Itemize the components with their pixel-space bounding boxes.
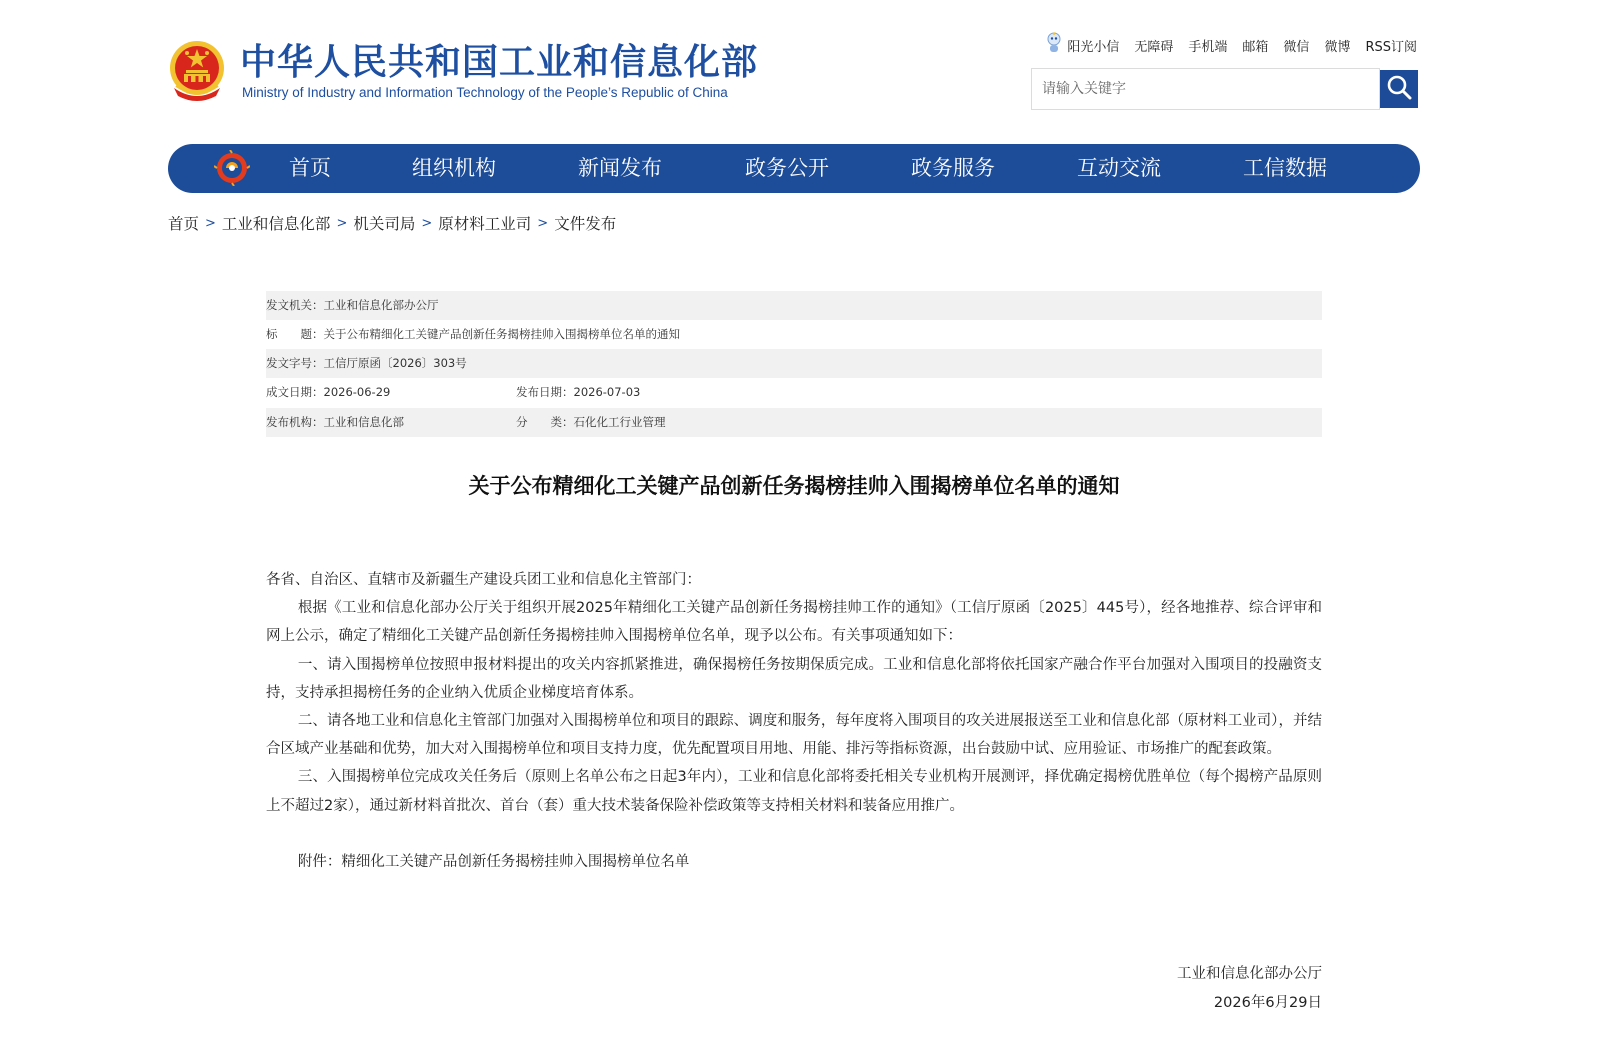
search-icon	[1386, 74, 1412, 104]
nav-gov-affairs[interactable]: 政务公开	[745, 156, 829, 180]
document-title: 关于公布精细化工关键产品创新任务揭榜挂帅入围揭榜单位名单的通知	[468, 474, 1120, 498]
article-signature: 工业和信息化部办公厅	[1177, 966, 1322, 982]
meta-row-title	[266, 320, 1322, 349]
toplink-rss[interactable]: RSS订阅	[1365, 39, 1417, 55]
meta-row-org	[266, 408, 1322, 437]
meta-row-dates	[266, 378, 1322, 407]
meta-label: 发文字号：	[266, 356, 324, 370]
meta-doc-no: 工信厅原函〔2026〕303号	[323, 356, 467, 370]
nav-organization[interactable]: 组织机构	[412, 156, 496, 180]
toplink-accessibility[interactable]: 无障碍	[1134, 39, 1174, 55]
toplink-wechat[interactable]: 微信	[1283, 39, 1310, 55]
search-button[interactable]	[1380, 70, 1418, 108]
meta-label: 分 类：	[516, 415, 574, 429]
breadcrumb-home[interactable]: 首页	[168, 215, 200, 233]
search-input[interactable]	[1032, 69, 1379, 109]
nav-home[interactable]: 首页	[289, 156, 331, 180]
meta-org: 工业和信息化部	[323, 415, 404, 429]
meta-title: 关于公布精细化工关键产品创新任务揭榜挂帅入围揭榜单位名单的通知	[323, 327, 680, 341]
meta-published-date: 2026-07-03	[573, 385, 641, 399]
article-paragraph: 二、请各地工业和信息化主管部门加强对入围揭榜单位和项目的跟踪、调度和服务，每年度将入围项目的攻关进展报送至工业和信息化部（原材料工业司），并结合区域产业基础和优势，加大对入围揭榜单位和项目支持力度，优先配置项目用地、用能、排污等指标资源，出台鼓励中试、应用验证、市场推广的配套政策。	[266, 713, 1322, 758]
mascot-icon	[1045, 32, 1063, 58]
article-paragraph: 一、请入围揭榜单位按照申报材料提出的攻关内容抓紧推进，确保揭榜任务按期保质完成。工业和信息化部将依托国家产融合作平台加强对入围项目的投融资支持，支持承担揭榜任务的企业纳入优质企业梯度培育体系。	[266, 656, 1322, 701]
meta-label: 发布日期：	[516, 385, 574, 399]
national-emblem-icon	[168, 38, 226, 104]
miit-logo-icon[interactable]	[214, 150, 250, 186]
meta-label: 标 题：	[266, 327, 324, 341]
meta-label: 发布机构：	[266, 415, 324, 429]
meta-row-issuer	[266, 291, 1322, 320]
site-title-cn[interactable]: 中华人民共和国工业和信息化部	[240, 42, 759, 83]
meta-category: 石化化工行业管理	[573, 415, 666, 429]
article-spacer	[266, 820, 1322, 848]
toplink-mobile[interactable]: 手机端	[1188, 39, 1228, 55]
nav-data[interactable]: 工信数据	[1243, 156, 1327, 180]
toplink-weibo[interactable]: 微博	[1324, 39, 1351, 55]
breadcrumb-separator: >	[421, 215, 433, 231]
breadcrumb-ministry[interactable]: 工业和信息化部	[221, 215, 331, 233]
nav-gov-services[interactable]: 政务服务	[911, 156, 995, 180]
toplink-mail[interactable]: 邮箱	[1242, 39, 1269, 55]
search-box	[1031, 68, 1380, 110]
article-paragraph: 三、入围揭榜单位完成攻关任务后（原则上名单公布之日起3年内），工业和信息化部将委托相关专业机构开展测评，择优确定揭榜优胜单位（每个揭榜产品原则上不超过2家），通过新材料首批次、首台（套）重大技术装备保险补偿政策等支持相关材料和装备应用推广。	[266, 769, 1322, 814]
meta-written-date: 2026-06-29	[323, 385, 391, 399]
toplink-sunshine[interactable]	[1045, 32, 1119, 58]
breadcrumb-departments[interactable]: 机关司局	[353, 215, 416, 233]
breadcrumb-separator: >	[537, 215, 549, 231]
top-links	[1045, 34, 1417, 56]
toplink-label: 阳光小信	[1067, 39, 1120, 55]
article-body	[266, 566, 1322, 876]
breadcrumb-separator: >	[336, 215, 348, 231]
breadcrumb	[168, 212, 616, 234]
article-attachment[interactable]: 附件：精细化工关键产品创新任务揭榜挂帅入围揭榜单位名单	[297, 854, 690, 871]
breadcrumb-raw-materials[interactable]: 原材料工业司	[438, 215, 532, 233]
article-salutation: 各省、自治区、直辖市及新疆生产建设兵团工业和信息化主管部门：	[266, 572, 701, 588]
nav-news[interactable]: 新闻发布	[578, 156, 662, 180]
meta-label: 发文机关：	[266, 298, 324, 312]
article-paragraph: 根据《工业和信息化部办公厅关于组织开展2025年精细化工关键产品创新任务揭榜挂帅工作的通知》（工信厅原函〔2025〕445号），经各地推荐、综合评审和网上公示，确定了精细化工关键产品创新任务揭榜挂帅入围揭榜单位名单，现予以公布。有关事项通知如下：	[266, 600, 1322, 645]
meta-issuer: 工业和信息化部办公厅	[323, 298, 439, 312]
meta-label: 成文日期：	[266, 385, 324, 399]
article-sign-date: 2026年6月29日	[1213, 995, 1322, 1011]
nav-interaction[interactable]: 互动交流	[1077, 156, 1161, 180]
meta-row-docno	[266, 349, 1322, 378]
breadcrumb-separator: >	[205, 215, 216, 231]
breadcrumb-documents[interactable]: 文件发布	[554, 215, 617, 233]
site-title-en[interactable]: Ministry of Industry and Information Technology of the People’s Republic of China	[242, 85, 728, 100]
